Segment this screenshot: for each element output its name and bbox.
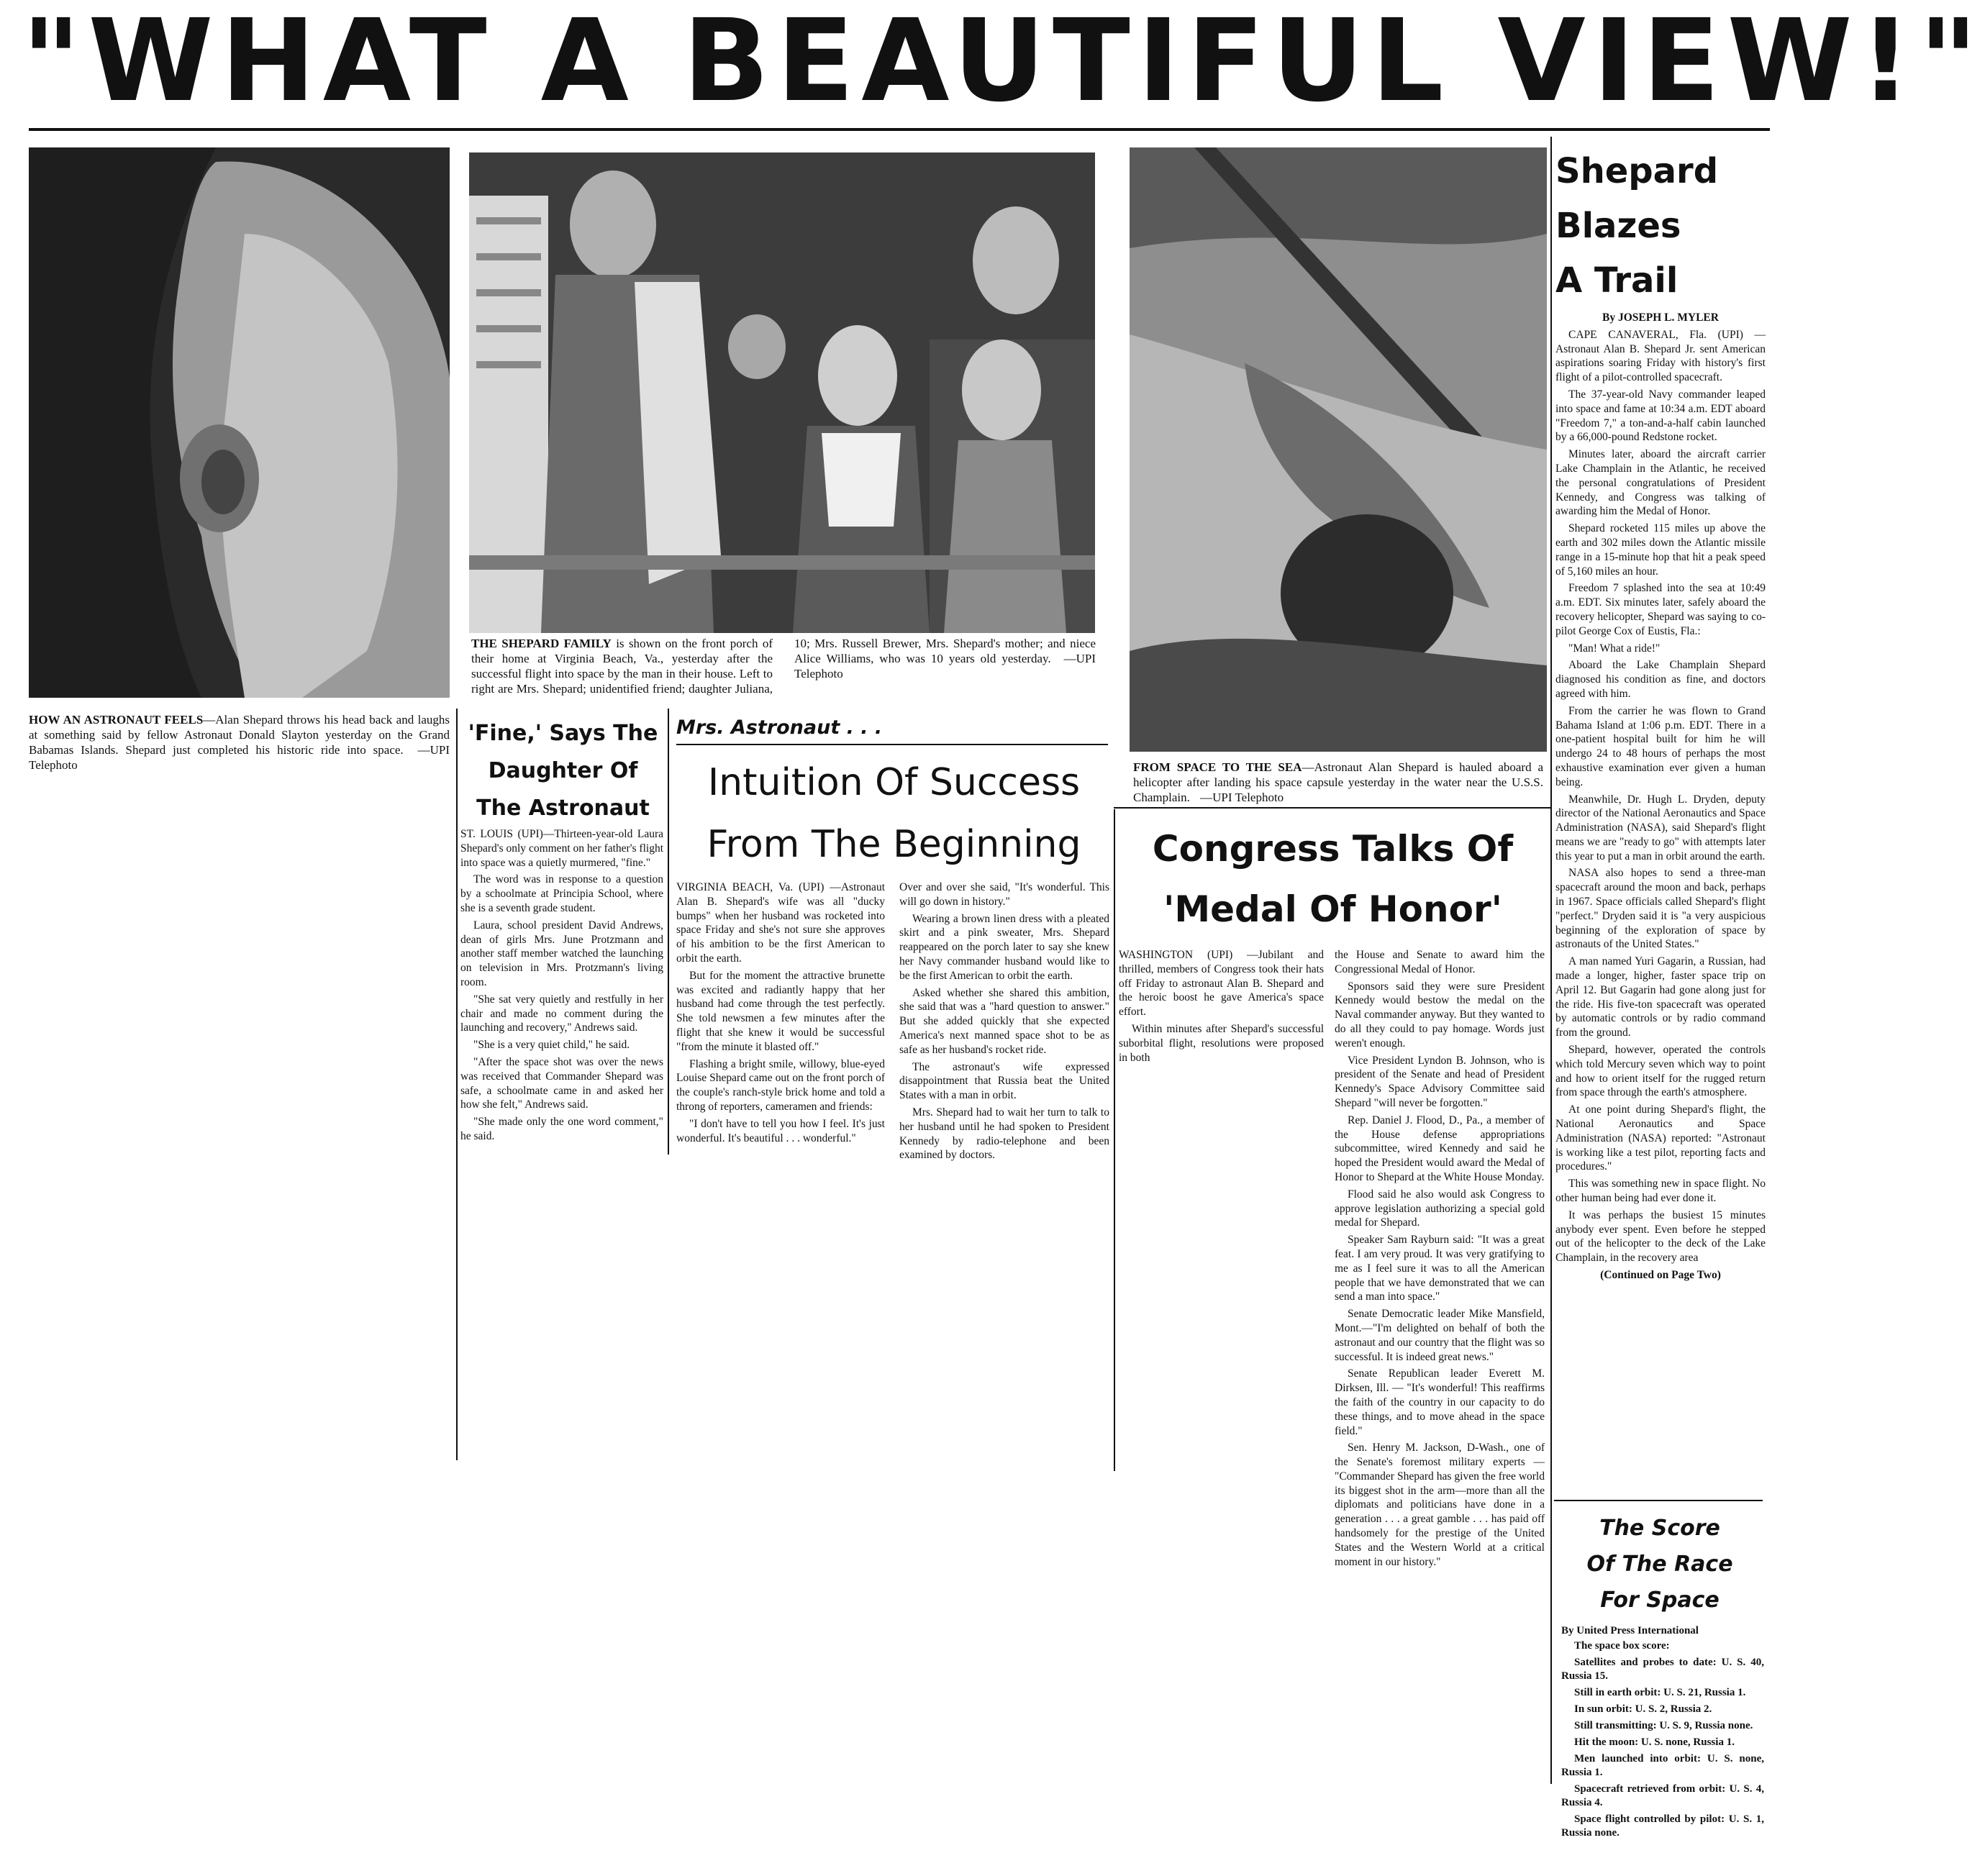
intuition-article-col1: [676, 880, 885, 1154]
score-line: Hit the moon: U. S. none, Russia 1.: [1574, 1736, 1735, 1748]
article-paragraph: Senate Democratic leader Mike Mansfield, Mont.—"I'm delighted on behalf of both the astronaut and our country that the flight was so successful. It is indeed great news.": [1335, 1308, 1545, 1363]
section-rule: [1554, 1500, 1763, 1501]
article-paragraph: "After the space shot was over the news was received that Commander Shepard was safe, a schoolmate came in and asked her how she felt," Andrews said.: [460, 1055, 663, 1111]
congress-headline-line: 'Medal Of Honor': [1163, 888, 1502, 930]
article-paragraph: Flood said he also would ask Congress to approve legislation authorizing a special gold medal for Shepard.: [1335, 1188, 1545, 1229]
article-paragraph: Flashing a bright smile, willowy, blue-eyed Louise Shepard came out on the front porch of the couple's ranch-style brick home and told a throng of reporters, cameramen and friends:: [676, 1057, 885, 1113]
article-paragraph: At one point during Shepard's flight, the National Aeronautics and Space Administration (NASA) reported: "Astronaut is working like a test pilot, reporting facts and procedures.": [1555, 1103, 1766, 1173]
article-paragraph: The word was in response to a question by a schoolmate at Principia School, where she is a seventh grade student.: [460, 873, 663, 914]
blazes-headline-line: Blazes: [1555, 206, 1681, 246]
score-line: Still transmitting: U. S. 9, Russia none.: [1574, 1720, 1753, 1731]
fine-article: [460, 827, 663, 1144]
congress-headline: [1119, 819, 1547, 939]
article-paragraph: This was something new in space flight. No other human being had ever done it.: [1555, 1178, 1766, 1205]
article-paragraph: Shepard rocketed 115 miles up above the earth and 302 miles down the Atlantic missile range in a 15-minute hop that hit a peak speed of 5,160 miles an hour.: [1555, 522, 1766, 578]
photo3-caption-text: —Astronaut Alan Shepard is hauled aboard a helicopter after landing his space capsule yesterday in the water near the U.S.S. Champlain.: [1133, 760, 1543, 804]
article-paragraph: Sponsors said they were sure President Kennedy would bestow the medal on the Naval commander anyway. But they wanted to do all they could to pay homage. Words just weren't enough.: [1335, 980, 1545, 1049]
article-paragraph: Vice President Lyndon B. Johnson, who is president of the Senate and head of President Kennedy's Space Advisory Committee said Shepard "will never be forgotten.": [1335, 1054, 1545, 1109]
score-headline-line: For Space: [1600, 1588, 1720, 1613]
intuition-headline-line: Intuition Of Success: [707, 761, 1081, 804]
photo-shepard-family: [469, 152, 1095, 633]
article-paragraph: "She sat very quietly and restfully in her chair and made no comment during the launching and recovery," Andrews said.: [460, 993, 663, 1034]
intuition-kicker: Mrs. Astronaut . . .: [676, 716, 883, 739]
photo2-caption-lead: THE SHEPARD FAMILY: [471, 637, 612, 650]
article-paragraph: NASA also hopes to send a three-man spacecraft around the moon and back, perhaps in 1967. Space officials called Shepard's flight "perfect." Dryden said it is "a very auspicious beginning of the exploration of space by astronauts of the United States.": [1555, 867, 1766, 951]
fine-headline-line: 'Fine,' Says The: [468, 721, 658, 746]
score-line: Spacecraft retrieved from orbit: U. S. 4, Russia 4.: [1561, 1783, 1764, 1808]
intuition-headline: [676, 752, 1112, 875]
blazes-byline: By JOSEPH L. MYLER: [1602, 311, 1719, 324]
score-headline-line: The Score: [1599, 1516, 1720, 1541]
main-headline: "WHAT A BEAUTIFUL VIEW!": [22, 0, 1985, 127]
article-paragraph: Wearing a brown linen dress with a pleated skirt and a pink sweater, Mrs. Shepard reappeared on the porch later to say she knew her Navy commander husband would like to be the first American to orbit the earth.: [899, 912, 1109, 982]
article-paragraph: VIRGINIA BEACH, Va. (UPI) —Astronaut Alan B. Shepard's wife was all "ducky bumps" when her husband was rocketed into space Friday and she's not sure she approves of his ambition to be the first American to orbit the earth.: [676, 881, 885, 965]
article-paragraph: The astronaut's wife expressed disappointment that Russia beat the United States with a man in orbit.: [899, 1060, 1109, 1102]
score-byline: By United Press International: [1561, 1625, 1699, 1636]
article-paragraph: "She is a very quiet child," he said.: [473, 1039, 630, 1052]
continued-note: (Continued on Page Two): [1600, 1269, 1721, 1281]
article-paragraph: Freedom 7 splashed into the sea at 10:49 a.m. EDT. Six minutes later, safely aboard the recovery helicopter, Shepard was saying to co-pilot George Cox of Eustis, Fla.:: [1555, 582, 1766, 637]
intuition-article-col2: [899, 880, 1109, 1162]
article-paragraph: From the carrier he was flown to Grand Bahama Island at 1:06 p.m. EDT. There in a one-patient hospital built for him he will undergo 24 to 48 hours of perhaps the most exhaustive examination ever given a human being.: [1555, 704, 1766, 788]
article-paragraph: Senate Republican leader Everett M. Dirksen, Ill. — "It's wonderful! This reaffirms the faith of the country in our capacity to do these things, and to move ahead in the space field.": [1335, 1367, 1545, 1437]
photo3-caption-lead: FROM SPACE TO THE SEA: [1133, 760, 1302, 774]
article-paragraph: Over and over she said, "It's wonderful. This will go down in history.": [899, 881, 1109, 908]
score-line: In sun orbit: U. S. 2, Russia 2.: [1574, 1703, 1712, 1715]
article-paragraph: Aboard the Lake Champlain Shepard diagnosed his condition as fine, and doctors agreed with him.: [1555, 659, 1766, 700]
photo1-caption-text: —Alan Shepard throws his head back and laughs at something said by fellow Astronaut Donald Slayton yesterday on the Grand Babamas Islands. Shepard just completed his historic ride into space.: [29, 713, 450, 757]
article-paragraph: "Man! What a ride!": [1568, 642, 1661, 655]
score-headline-line: Of The Race: [1586, 1552, 1733, 1577]
column-rule: [668, 709, 669, 1155]
photo3-caption: [1133, 760, 1543, 805]
blazes-headline-line: Shepard: [1555, 151, 1719, 191]
congress-article-col2: [1335, 948, 1545, 1703]
score-headline: [1555, 1511, 1764, 1618]
article-paragraph: Mrs. Shepard had to wait her turn to talk to her husband until he had spoken to President Kennedy by radio-telephone and been examined by doctors.: [899, 1106, 1109, 1162]
score-line: The space box score:: [1574, 1640, 1670, 1652]
column-rule: [1550, 137, 1552, 1784]
photo1-credit: —UPI Telephoto: [29, 743, 450, 772]
photo1-caption-lead: HOW AN ASTRONAUT FEELS: [29, 713, 204, 727]
congress-article-col1: [1119, 948, 1324, 1063]
photo2-credit: —UPI Telephoto: [794, 652, 1096, 680]
score-line: Space flight controlled by pilot: U. S. 1, Russia none.: [1561, 1813, 1764, 1839]
article-paragraph: CAPE CANAVERAL, Fla. (UPI) — Astronaut Alan B. Shepard Jr. sent American aspirations soaring Friday with history's first flight of a pilot-controlled spacecraft.: [1555, 328, 1766, 384]
article-paragraph: Rep. Daniel J. Flood, D., Pa., a member of the House defense appropriations subcommittee, wired Kennedy and said he hoped the President would award the Medal of Honor to Shepard at the White House Monday.: [1335, 1114, 1545, 1183]
article-paragraph: Minutes later, aboard the aircraft carrier Lake Champlain in the Atlantic, he received the personal congratulations of President Kennedy, and Congress was talking of awarding him the Medal of Honor.: [1555, 448, 1766, 518]
score-line: Satellites and probes to date: U. S. 40, Russia 15.: [1561, 1657, 1764, 1682]
column-rule: [1114, 809, 1115, 1471]
photo2-caption: [471, 636, 1096, 696]
fine-headline-line: Daughter Of: [488, 758, 638, 783]
article-paragraph: A man named Yuri Gagarin, a Russian, had made a longer, higher, faster space trip on April 12. But Gagarin had gone along just for the ride. His five-ton spacecraft was operated by automatic controls or by radio command from the ground.: [1555, 955, 1766, 1039]
headline-rule: [29, 128, 1770, 131]
blazes-article: [1555, 309, 1766, 1493]
photo-helicopter-recovery: [1130, 147, 1547, 752]
article-paragraph: But for the moment the attractive brunette was excited and radiantly happy that her husband had come through the test perfectly. She told newsmen a few minutes after the flight that she knew it would be successful "from the minute it blasted off.": [676, 969, 885, 1053]
article-paragraph: Shepard, however, operated the controls which told Mercury seven which way to point and how to orient itself for the rugged return from space through the earth's atmosphere.: [1555, 1044, 1766, 1099]
article-paragraph: Sen. Henry M. Jackson, D-Wash., one of the Senate's foremost military experts — "Commander Shepard has given the free world its biggest shot in the arm—more than all the diplomats and politicians have done in a generation . . . a great gamble . . . has paid off handsomely for the prestige of the United States and the Western World at a critical moment in our history.": [1335, 1442, 1545, 1568]
article-paragraph: "She made only the one word comment," he said.: [460, 1116, 663, 1142]
score-line: Still in earth orbit: U. S. 21, Russia 1.: [1574, 1687, 1746, 1698]
article-paragraph: The 37-year-old Navy commander leaped into space and fame at 10:34 a.m. EDT aboard "Freedom 7," a ton-and-a-half cabin launched by a 66,000-pound Redstone rocket.: [1555, 388, 1766, 444]
article-paragraph: WASHINGTON (UPI) —Jubilant and thrilled, members of Congress took their hats off Friday to astronaut Alan B. Shepard and the heroic boost he gave America's space effort.: [1119, 949, 1324, 1019]
score-box: [1561, 1624, 1764, 1869]
column-rule: [456, 709, 458, 1460]
intuition-headline-line: From The Beginning: [707, 823, 1081, 866]
section-rule: [1114, 807, 1550, 809]
article-paragraph: Speaker Sam Rayburn said: "It was a great feat. I am very proud. It was very gratifying to me as I feel sure it was to all the American people that we have demonstrated that we can send a man into space.": [1335, 1234, 1545, 1303]
photo1-caption: [29, 712, 450, 773]
photo3-credit: —UPI Telephoto: [1200, 791, 1284, 804]
article-paragraph: Within minutes after Shepard's successful suborbital flight, resolutions were proposed in both: [1119, 1022, 1324, 1064]
fine-headline-line: The Astronaut: [476, 796, 650, 821]
blazes-headline: [1555, 144, 1764, 308]
kicker-rule: [676, 744, 1108, 745]
article-paragraph: Asked whether she shared this ambition, she said that was a "hard question to answer." But she added quickly that she expected America's next manned space shot to be as safe as her husband's rocket ride.: [899, 986, 1109, 1056]
photo2-caption-text: is shown on the front porch of their home at Virginia Beach, Va., yesterday after the successful flight into space by the man in their house. Left to right are Mrs. Shepard; unidentified friend; daughter Juliana, 10; Mrs. Russell Brewer, Mrs. Shepard's mother; and niece Alice Williams, who was 10 years old yesterday.: [471, 637, 1096, 696]
congress-headline-line: Congress Talks Of: [1152, 828, 1514, 870]
score-line: Men launched into orbit: U. S. none, Russia 1.: [1561, 1753, 1764, 1778]
article-paragraph: ST. LOUIS (UPI)—Thirteen-year-old Laura Shepard's only comment on her father's flight into space was a quietly murmered, "fine.": [460, 828, 663, 869]
article-paragraph: "I don't have to tell you how I feel. It's just wonderful. It's beautiful . . . wonderful.": [676, 1117, 885, 1144]
article-paragraph: Laura, school president David Andrews, dean of girls Mrs. June Protzmann and another staff member watched the launching on television in Mrs. Protzmann's living room.: [460, 919, 663, 988]
blazes-headline-line: A Trail: [1555, 260, 1679, 301]
article-paragraph: the House and Senate to award him the Congressional Medal of Honor.: [1335, 949, 1545, 975]
fine-headline: [460, 715, 666, 827]
article-paragraph: Meanwhile, Dr. Hugh L. Dryden, deputy director of the National Aeronautics and Space Administration (NASA), said Shepard's flight means we are "ready to go" with attempts later this year to put a man in orbit around the earth.: [1555, 793, 1766, 862]
article-paragraph: It was perhaps the busiest 15 minutes anybody ever spent. Even before he stepped out of the helicopter to the deck of the Lake Champlain, in the recovery area: [1555, 1208, 1766, 1265]
photo-astronaut-laughing: [29, 147, 450, 698]
